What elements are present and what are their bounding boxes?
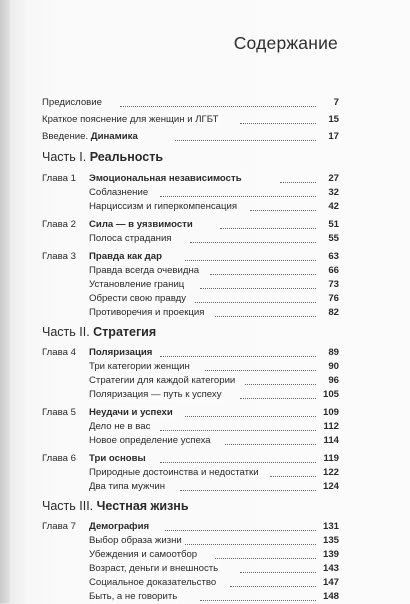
part-prefix: Часть II.: [42, 325, 90, 339]
leader-dots: [160, 186, 328, 200]
toc-page-number: 109: [317, 406, 339, 420]
leader-dots: [220, 218, 328, 232]
toc-page-number: 17: [317, 130, 339, 144]
part-prefix: Часть III.: [42, 499, 94, 513]
leader-dots: [245, 374, 328, 388]
toc-page-number: 55: [317, 232, 339, 246]
section-title: Возраст, деньги и внешность: [89, 563, 219, 574]
chapter-title: Три основы: [89, 453, 146, 464]
leader-dots: [195, 292, 328, 306]
toc-page-number: 76: [317, 292, 339, 306]
section-title: Убеждения и самоотбор: [89, 549, 198, 560]
section-title: Стратегии для каждой категории: [89, 375, 236, 386]
toc-page-number: 63: [317, 250, 339, 264]
section-title: Поляризация — путь к успеху: [89, 389, 222, 400]
section-entry: [0, 374, 410, 388]
leader-dots: [200, 278, 328, 292]
part-heading-2: [42, 325, 156, 339]
leader-dots: [180, 480, 328, 494]
section-entry: [0, 562, 410, 576]
section-entry: [0, 292, 410, 306]
chapter-label: Глава 5: [42, 407, 76, 418]
leader-dots: [240, 388, 328, 402]
chapter-label: Глава 4: [42, 347, 76, 358]
toc-entry-note: [0, 113, 410, 127]
section-entry: [0, 306, 410, 320]
intro-prefix: Введение.: [42, 131, 89, 142]
toc-page-number: 122: [317, 466, 339, 480]
chapter-label: Глава 6: [42, 453, 76, 464]
section-entry: [0, 434, 410, 448]
section-entry: [0, 466, 410, 480]
leader-dots: [190, 232, 328, 246]
section-title: Обрести свою правду: [89, 293, 187, 304]
section-title: Быть, а не говорить: [89, 591, 178, 602]
toc-page-number: 90: [317, 360, 339, 374]
leader-dots: [215, 306, 328, 320]
section-title: Природные достоинства и недостатки: [89, 467, 259, 478]
leader-dots: [175, 130, 328, 144]
section-title: Нарциссизм и гиперкомпенсация: [89, 201, 238, 212]
toc-page-number: 105: [317, 388, 339, 402]
toc-page-number: 82: [317, 306, 339, 320]
leader-dots: [240, 562, 328, 576]
leader-dots: [210, 264, 328, 278]
section-entry: [0, 388, 410, 402]
chapter-entry: [0, 250, 410, 264]
leader-dots: [225, 434, 328, 448]
leader-dots: [160, 346, 328, 360]
toc-page-number: 51: [317, 218, 339, 232]
chapter-entry: [0, 218, 410, 232]
chapter-label: Глава 7: [42, 521, 76, 532]
toc-page-number: 73: [317, 278, 339, 292]
part-name: Честная жизнь: [96, 499, 189, 513]
section-entry: [0, 278, 410, 292]
section-entry: [0, 548, 410, 562]
leader-dots: [165, 520, 328, 534]
section-title: Противоречия и проекция: [89, 307, 205, 318]
section-entry: [0, 232, 410, 246]
leader-dots: [215, 548, 328, 562]
chapter-title: Правда как дар: [89, 251, 162, 262]
toc-entry-introduction: [0, 130, 410, 144]
section-entry: [0, 186, 410, 200]
chapter-title: Эмоциональная независимость: [89, 173, 242, 184]
section-title: Социальное доказательство: [89, 577, 217, 588]
section-entry: [0, 590, 410, 604]
part-name: Реальность: [89, 150, 164, 164]
leader-dots: [205, 360, 328, 374]
toc-page-number: 96: [317, 374, 339, 388]
leader-dots: [185, 250, 328, 264]
section-entry: [0, 264, 410, 278]
intro-strong: Динамика: [90, 131, 138, 142]
toc-entry-title: [42, 130, 139, 144]
section-entry: [0, 480, 410, 494]
section-title: Полоса страдания: [89, 233, 172, 244]
part-heading-3: [42, 499, 189, 513]
leader-dots: [160, 452, 328, 466]
chapter-entry: [0, 520, 410, 534]
section-title: Выбор образа жизни: [89, 535, 182, 546]
chapter-entry: [0, 346, 410, 360]
toc-page-number: 15: [317, 113, 339, 127]
page-title: Содержание: [233, 33, 338, 53]
toc-entry-title: Краткое пояснение для женщин и ЛГБТ: [42, 114, 219, 125]
section-entry: [0, 534, 410, 548]
toc-page-number: 66: [317, 264, 339, 278]
toc-page-number: 124: [317, 480, 339, 494]
leader-dots: [185, 406, 328, 420]
chapter-label: Глава 1: [42, 173, 76, 184]
toc-page-number: 112: [317, 420, 339, 434]
leader-dots: [120, 96, 328, 110]
toc-page-number: 32: [317, 186, 339, 200]
toc-page-number: 119: [317, 452, 339, 466]
chapter-title: Неудачи и успехи: [89, 407, 173, 418]
toc-page-number: 89: [317, 346, 339, 360]
toc-page-number: 114: [317, 434, 339, 448]
chapter-entry: [0, 172, 410, 186]
chapter-title: Демография: [89, 521, 150, 532]
toc-page-number: 27: [317, 172, 339, 186]
section-title: Правда всегда очевидна: [89, 265, 200, 276]
chapter-entry: [0, 406, 410, 420]
chapter-entry: [0, 452, 410, 466]
section-title: Дело не в вас: [89, 421, 151, 432]
section-entry: [0, 576, 410, 590]
toc-page-number: 139: [317, 548, 339, 562]
section-title: Два типа мужчин: [89, 481, 166, 492]
section-entry: [0, 360, 410, 374]
toc-page-number: 147: [317, 576, 339, 590]
leader-dots: [160, 420, 328, 434]
part-prefix: Часть I.: [42, 150, 87, 164]
section-entry: [0, 420, 410, 434]
leader-dots: [185, 534, 328, 548]
toc-page-number: 7: [317, 96, 339, 110]
part-name: Стратегия: [93, 325, 157, 339]
chapter-title: Сила — в уязвимости: [89, 219, 193, 230]
section-title: Установление границ: [89, 279, 185, 290]
section-title: Новое определение успеха: [89, 435, 211, 446]
toc-page-number: 42: [317, 200, 339, 214]
toc-page-number: 148: [317, 590, 339, 604]
toc-page-number: 131: [317, 520, 339, 534]
toc-page-number: 143: [317, 562, 339, 576]
chapter-title: Поляризация: [89, 347, 153, 358]
section-title: Соблазнение: [89, 187, 149, 198]
section-title: Три категории женщин: [89, 361, 190, 372]
chapter-label: Глава 3: [42, 251, 76, 262]
leader-dots: [200, 590, 328, 604]
toc-page-number: 135: [317, 534, 339, 548]
toc-entry-preface: [0, 96, 410, 110]
leader-dots: [230, 576, 328, 590]
leader-dots: [240, 113, 328, 127]
chapter-label: Глава 2: [42, 219, 76, 230]
part-heading-1: [42, 150, 163, 164]
section-entry: [0, 200, 410, 214]
toc-entry-title: Предисловие: [42, 97, 102, 108]
